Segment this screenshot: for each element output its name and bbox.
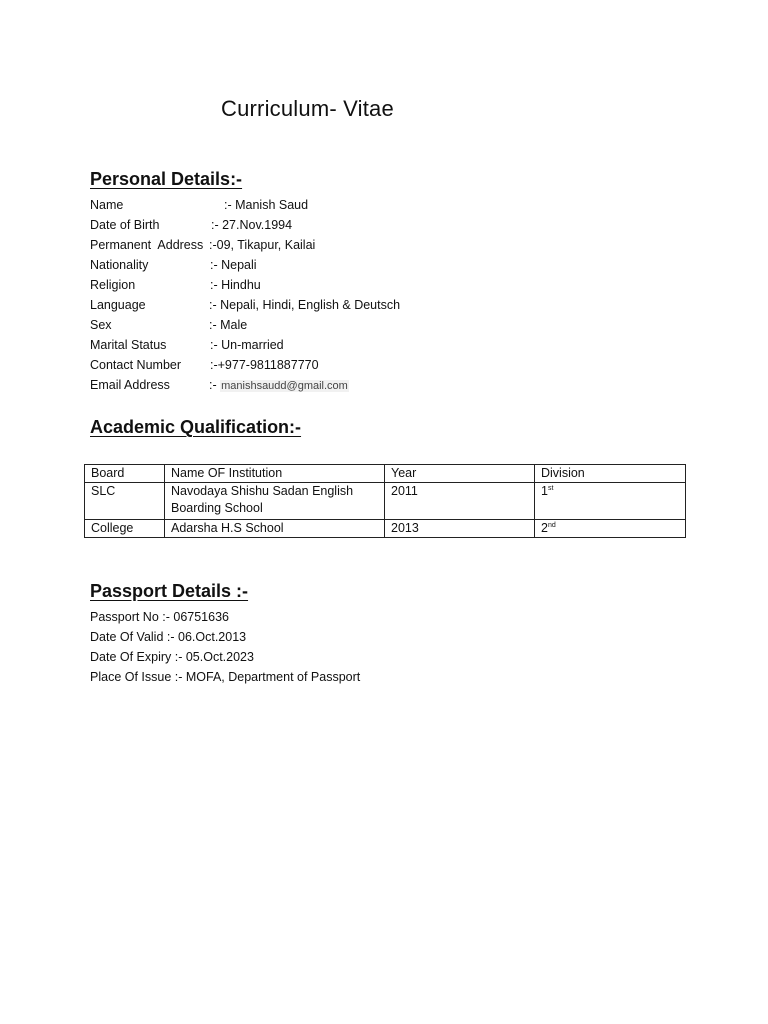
detail-value bbox=[209, 375, 349, 396]
header-division: Division bbox=[535, 465, 686, 483]
detail-value: :-+977-9811887770 bbox=[210, 358, 319, 372]
detail-label: Religion bbox=[90, 278, 136, 292]
division-value: 2 bbox=[541, 521, 548, 535]
detail-value: :- Manish Saud bbox=[224, 198, 309, 212]
detail-row-religion bbox=[90, 275, 261, 295]
detail-label: Sex bbox=[90, 318, 112, 332]
table-row bbox=[85, 483, 686, 520]
cell-division bbox=[535, 520, 686, 538]
detail-value: :-09, Tikapur, Kailai bbox=[209, 238, 316, 252]
personal-details-list bbox=[90, 195, 401, 395]
cell-institution: Adarsha H.S School bbox=[165, 520, 385, 538]
detail-label: Name bbox=[90, 198, 124, 212]
detail-value: :- Nepali, Hindi, English & Deutsch bbox=[209, 298, 401, 312]
detail-value: :- Un-married bbox=[210, 338, 284, 352]
detail-value: :- 27.Nov.1994 bbox=[211, 218, 293, 232]
cell-board: SLC bbox=[85, 483, 165, 520]
detail-row-email-address bbox=[90, 375, 348, 395]
personal-details-heading: Personal Details:- bbox=[90, 169, 243, 189]
detail-prefix: :- bbox=[209, 378, 221, 392]
detail-value: :- Hindhu bbox=[210, 278, 261, 292]
passport-place-of-issue: Place Of Issue :- MOFA, Department of Passport bbox=[90, 670, 361, 684]
detail-value: :- Nepali bbox=[210, 258, 257, 272]
detail-label: Permanent Address bbox=[90, 238, 204, 252]
cell-board: College bbox=[85, 520, 165, 538]
detail-row-date-of-birth bbox=[90, 215, 293, 235]
detail-row-sex bbox=[90, 315, 248, 335]
detail-label: Marital Status bbox=[90, 338, 167, 352]
passport-number: Passport No :- 06751636 bbox=[90, 610, 229, 624]
detail-row-nationality bbox=[90, 255, 257, 275]
table-row bbox=[85, 520, 686, 538]
academic-qualification-table bbox=[84, 464, 686, 538]
detail-value: :- Male bbox=[209, 318, 248, 332]
detail-label: Email Address bbox=[90, 378, 170, 392]
detail-label: Language bbox=[90, 298, 146, 312]
detail-row-language bbox=[90, 295, 401, 315]
passport-date-of-valid: Date Of Valid :- 06.Oct.2013 bbox=[90, 630, 247, 644]
division-value: 1 bbox=[541, 484, 548, 498]
detail-label: Contact Number bbox=[90, 358, 182, 372]
detail-row-name bbox=[90, 195, 309, 215]
detail-label: Nationality bbox=[90, 258, 149, 272]
email-link[interactable]: manishsaudd@gmail.com bbox=[221, 380, 348, 392]
cell-year: 2013 bbox=[385, 520, 535, 538]
academic-qualification-heading: Academic Qualification:- bbox=[90, 417, 302, 437]
passport-details-heading: Passport Details :- bbox=[90, 581, 249, 601]
table-header-row bbox=[85, 465, 686, 483]
division-suffix: st bbox=[547, 485, 554, 492]
document-title: Curriculum- Vitae bbox=[221, 96, 394, 121]
division-suffix: nd bbox=[547, 522, 556, 529]
cell-institution: Navodaya Shishu Sadan English Boarding School bbox=[165, 483, 385, 520]
passport-details-list bbox=[90, 607, 360, 687]
header-year: Year bbox=[385, 465, 535, 483]
detail-label: Date of Birth bbox=[90, 218, 160, 232]
detail-row-permanent-address bbox=[90, 235, 316, 255]
detail-row-marital-status bbox=[90, 335, 284, 355]
header-institution: Name OF Institution bbox=[165, 465, 385, 483]
header-board: Board bbox=[85, 465, 165, 483]
cell-year: 2011 bbox=[385, 483, 535, 520]
passport-date-of-expiry: Date Of Expiry :- 05.Oct.2023 bbox=[90, 650, 254, 664]
detail-row-contact-number bbox=[90, 355, 319, 375]
cell-division bbox=[535, 483, 686, 520]
